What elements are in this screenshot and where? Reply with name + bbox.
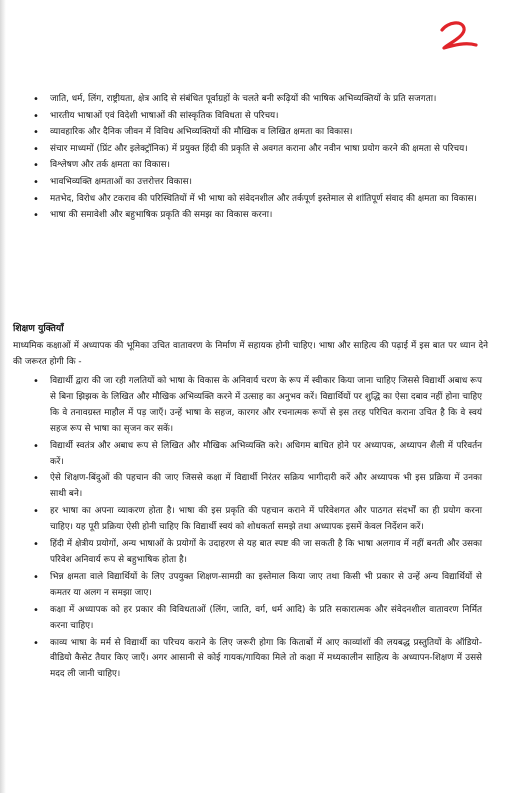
page-edge-shadow — [0, 0, 6, 793]
list-item: • विद्यार्थी स्वतंत्र और अबाध रूप से लिखित और मौखिक अभिव्यक्ति करे। अधिगम बाधित होने पर अध्यापक, अध्यापन शैली में परिवर्तन करें। — [30, 439, 482, 471]
list-item: • भारतीय भाषाओं एवं विदेशी भाषाओं की सांस्कृतिक विविधता से परिचय। — [30, 109, 482, 125]
list-item: • संचार माध्यमों (प्रिंट और इलेक्ट्रॉनिक) में प्रयुक्त हिंदी की प्रकृति से अवगत कराना और नवीन भाषा प्रयोग करने की क्षमता से परिचय। — [30, 142, 482, 158]
list-item: • हिंदी में क्षेत्रीय प्रयोगों, अन्य भाषाओं के प्रयोगों के उदाहरण से यह बात स्पष्ट की जा सकती है कि भाषा अलगाव में नहीं बनती और उसका परिवेश अनिवार्य रूप से बहुभाषिक होता है। — [30, 537, 482, 569]
objectives-list — [30, 92, 482, 225]
list-item: • जाति, धर्म, लिंग, राष्ट्रीयता, क्षेत्र आदि से संबंधित पूर्वाग्रहों के चलते बनी रूढ़ियों की भाषिक अभिव्यक्तियों के प्रति सजगता। — [30, 92, 482, 108]
section-heading: शिक्षण युक्तियाँ — [13, 323, 64, 334]
list-item: • विश्लेषण और तर्क क्षमता का विकास। — [30, 158, 482, 174]
list-item: • भावभिव्यक्ति क्षमताओं का उत्तरोत्तर विकास। — [30, 175, 482, 191]
list-item: • कक्षा में अध्यापक को हर प्रकार की विविधताओं (लिंग, जाति, वर्ग, धर्म आदि) के प्रति सकारात्मक और संवेदनशील वातावरण निर्मित करना चाहिए। — [30, 603, 482, 635]
list-item: • हर भाषा का अपना व्याकरण होता है। भाषा की इस प्रकृति की पहचान कराने में परिवेशगत और पाठगत संदर्भों का ही प्रयोग करना चाहिए। यह पूरी प्रक्रिया ऐसी होनी चाहिए कि विद्यार्थी स्वयं को शोधकर्ता समझे तथा अध्यापक इसमें केवल निर्देशन करें। — [30, 504, 482, 536]
list-item: • मतभेद, विरोध और टकराव की परिस्थितियों में भी भाषा को संवेदनशील और तर्कपूर्ण इस्तेमाल से शांतिपूर्ण संवाद की क्षमता का विकास। — [30, 192, 482, 208]
strategies-list — [30, 374, 482, 684]
section-intro: माध्यमिक कक्षाओं में अध्यापक की भूमिका उचित वातावरण के निर्माण में सहायक होनी चाहिए। भाषा और साहित्य की पढ़ाई में इस बात पर ध्यान देने की जरूरत होगी कि - — [13, 341, 488, 367]
list-item: • व्यावहारिक और दैनिक जीवन में विविध अभिव्यक्तियों की मौखिक व लिखित क्षमता का विकास। — [30, 125, 482, 141]
list-item: • काव्य भाषा के मर्म से विद्यार्थी का परिचय कराने के लिए जरूरी होगा कि किताबों में आए काव्यांशों की लयबद्ध प्रस्तुतियों के ऑडियो-वीडियो कैसेट तैयार किए जाएँ। अगर आसानी से कोई गायक/गायिका मिले तो कक्षा में मध्यकालीन साहित्य के अध्यापन-शिक्षण में उससे मदद ली जानी चाहिए। — [30, 636, 482, 684]
list-item: • ऐसे शिक्षण-बिंदुओं की पहचान की जाए जिससे कक्षा में विद्यार्थी निरंतर सक्रिय भागीदारी करें और अध्यापक भी इस प्रक्रिया में उनका साथी बने। — [30, 471, 482, 503]
list-item: • विद्यार्थी द्वारा की जा रही गलतियों को भाषा के विकास के अनिवार्य चरण के रूप में स्वीकार किया जाना चाहिए जिससे विद्यार्थी अबाध रूप से बिना झिझक के लिखित और मौखिक अभिव्यक्ति करने में उत्साह का अनुभव करें। विद्यार्थियों पर शुद्धि का ऐसा दबाव नहीं होना चाहिए कि वे तनावग्रस्त माहौल में पड़ जाएँ। उन्हें भाषा के सहज, कारगर और रचनात्मक रूपों से इस तरह परिचित कराना उचित है कि वे स्वयं सहज रूप से भाषा का सृजन कर सकें। — [30, 374, 482, 438]
list-item: • भिन्न क्षमता वाले विद्यार्थियों के लिए उपयुक्त शिक्षण-सामग्री का इस्तेमाल किया जाए तथा किसी भी प्रकार से उन्हें अन्य विद्यार्थियों से कमतर या अलग न समझा जाए। — [30, 570, 482, 602]
handwritten-page-mark — [436, 18, 480, 54]
list-item: • भाषा की समावेशी और बहुभाषिक प्रकृति की समझ का विकास करना। — [30, 208, 482, 224]
